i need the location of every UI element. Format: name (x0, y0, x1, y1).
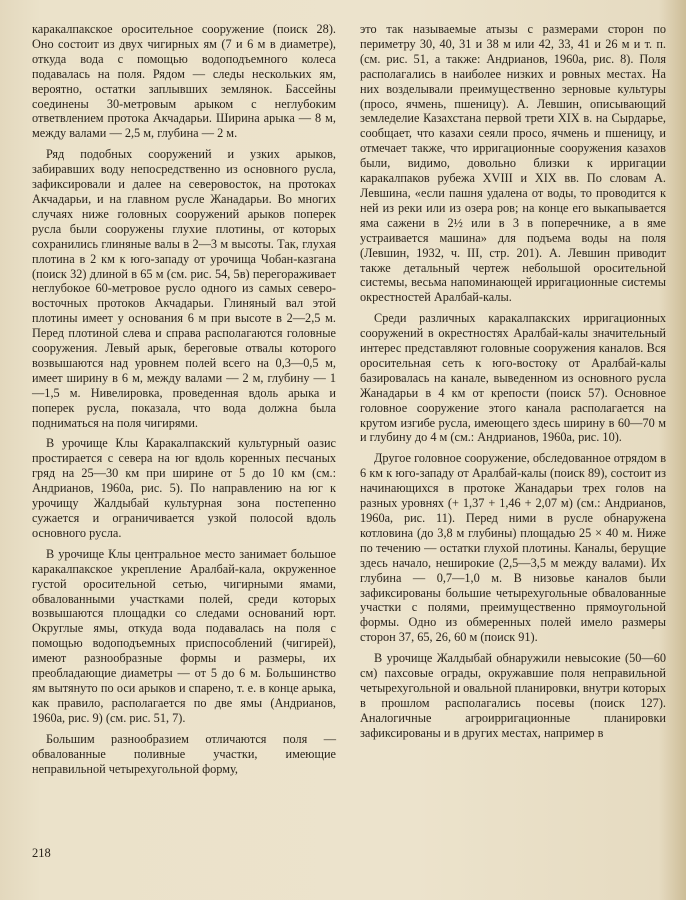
paragraph: каракалпакское оросительное сооружение (поиск 28). Оно состоит из двух чигирных ям (7 и 6 м в диаметре), откуда вода с помощью водоподъемного колеса подавалась на поля. Рядом — следы нескольких ям, вероятно, остатки заплывших землянок. Бассейны соединены 30-метровым арыком с неглубоким ответвлением протока Акчадарьи. Ширина арыка — 8 м, между валами — 2,5 м, глубина — 2 м. (32, 22, 336, 141)
paragraph: В урочище Жалдыбай обнаружили невысокие (50—60 см) пахсовые ограды, окружавшие поля неправильной четырехугольной и овальной планировки, внутри которых в прошлом располагались посевы (поиск 127). Аналогичные агроирригационные планировки зафиксированы и в других местах, например в (360, 651, 666, 740)
paragraph: Другое головное сооружение, обследованное отрядом в 6 км к юго-западу от Аралбай-калы (поиск 89), состоит из начинающихся в протоке Жанадарьи трех голов на разных уровнях (+ 1,37 + 1,46 + 2,07 м) (см.: Андрианов, 1960а, рис. 11). Перед ними в русле обнаружена котловина (до 3,8 м глубины) площадью 25 × 40 м. Ниже по течению — остатки глухой плотины. Каналы, берущие здесь начало, неширокие (2,5—3,5 м между валами). Их глубина — 0,7—1,0 м. В низовье каналов были зафиксированы большие четырехугольные обвалованные участки с полями, преимущественно прямоугольной формы. Одно из обмеренных полей имело размеры сторон 37, 65, 26, 60 м (поиск 91). (360, 451, 666, 645)
paragraph: это так называемые атызы с размерами сторон по периметру 30, 40, 31 и 38 м или 42, 33, 41 и 26 м и т. п. (см. рис. 51, а также: Андрианов, 1960а, рис. 8). Поля располагались в наиболее низких и ровных местах. На них возделывали преимущественно зерновые культуры (просо, ячмень, пшеницу). А. Левшин, описывающий земледелие Казахстана первой трети XIX в. на Сырдарье, сообщает, что казахи сеяли просо, ячмень и пшеницу, и отмечает также, что ирригационные сооружения казахов были, видимо, довольно близки к ирригации каракалпаков рубежа XVIII и XIX вв. По словам А. Левшина, «если пашня удалена от воды, то проводится к ней из реки или из озера ров; на конце его выкапывается яма сажени в 2½ или в 3 в поперечнике, а в яме устраивается машина» для подъема воды на поля (Левшин, 1932, ч. III, стр. 201). А. Левшин приводит также детальный чертеж небольшой оросительной системы, весьма напоминающей ирригационные системы окрестностей Аралбай-калы. (360, 22, 666, 305)
left-column (32, 22, 336, 782)
right-column (360, 22, 666, 747)
paragraph: В урочище Клы Каракалпакский культурный оазис простирается с севера на юг вдоль коренных песчаных гряд на 25—30 км при ширине от 5 до 10 км (см.: Андрианов, 1960а, рис. 5). По направлению на юг к урочищу Жалдыбай культурная зона постепенно сужается и ограничивается узкой полосой вдоль основного русла. (32, 436, 336, 540)
paragraph: Большим разнообразием отличаются поля — обвалованные поливные участки, имеющие неправильной четырехугольной форму, (32, 731, 336, 776)
paragraph: Ряд подобных сооружений и узких арыков, забиравших воду непосредственно из основного русла, зафиксировали и далее на северовосток, на протоках Акчадарьи, и на главном русле Жанадарьи. Во многих случаях ниже головных сооружений арыков поперек русла были сооружены глухие плотины, от которых сохранились глиняные валы в 2—3 м высоты. Так, глухая плотина в 2 км к юго-западу от урочища Чобан-казгана (поиск 32) длиной в 65 м (см. рис. 54, 5в) перегораживает неглубокое 60-метровое русло одного из самых северо-восточных протоков Акчадарьи. Глиняный вал этой плотины имеет у основания 6 м при высоте в 2—2,5 м. Перед плотиной слева и справа располагаются головные сооружения. Левый арык, береговые отвалы которого возвышаются над уровнем полей всего на 0,3—0,5 м, имеет ширину в 6 м, между валами — 2 м, глубину — 1—1,5 м. Нивелировка, проведенная вдоль арыка и поперек русла, показала, что вода должна была подниматься на поля чигирями. (32, 147, 336, 430)
paragraph: В урочище Клы центральное место занимает большое каракалпакское укрепление Аралбай-кала, окруженное густой оросительной сетью, чигирными ямами, обвалованными участками полей, среди которых возвышаются площадки со следами оснований юрт. Округлые ямы, откуда вода подавалась на поля с помощью водоподъемных приспособлений (чигирей), имеют разнообразные формы и размеры, их преобладающие диаметры — от 5 до 6 м. Большинство ям вытянуто по оси арыков и спарено, т. е. в конце арыка, как правило, располагается по две ямы (Андрианов, 1960а, рис. 9) (см. рис. 51, 7). (32, 546, 336, 725)
page-number: 218 (32, 846, 51, 860)
paragraph: Среди различных каракалпакских ирригационных сооружений в окрестностях Аралбай-калы значительный интерес представляют головные сооружения каналов. Вся оросительная сеть к юго-востоку от Аралбай-калы базировалась на канале, выведенном из основного русла Жанадарьи в 4 км от крепости (поиск 57). Основное головное сооружение этого канала располагается на крутом изгибе русла, имеющего здесь ширину в 60—70 м и глубину до 4 м (см.: Андрианов, 1960а, рис. 10). (360, 311, 666, 445)
